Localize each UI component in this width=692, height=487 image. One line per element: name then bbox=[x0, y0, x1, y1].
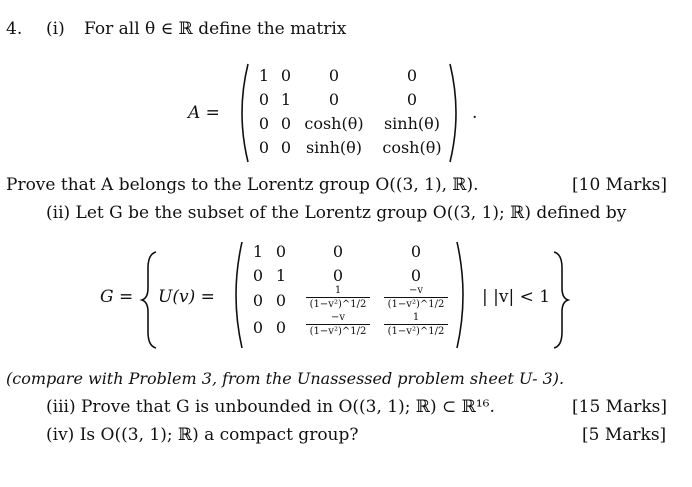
part4-text: (iv) Is O((3, 1); ℝ) a compact group? bbox=[46, 425, 359, 445]
matrix-u-cell: 0 bbox=[275, 242, 287, 261]
matrix-a-cell: 0 bbox=[280, 114, 292, 133]
matrix-a-cell: 1 bbox=[280, 90, 292, 109]
matrix-a-cell: 0 bbox=[280, 66, 292, 85]
matrix-a-cell: 0 bbox=[328, 90, 340, 109]
matrix-u-cell: 1 bbox=[252, 242, 264, 261]
matrix-a-trailing: . bbox=[472, 103, 478, 123]
matrix-u-cell: 0 bbox=[410, 242, 422, 261]
part2-text: (ii) Let G be the subset of the Lorentz group O((3, 1); ℝ) defined by bbox=[46, 203, 627, 223]
matrix-a-cell: cosh(θ) bbox=[382, 138, 442, 157]
compare-note: (compare with Problem 3, from the Unassessed problem sheet U- 3). bbox=[6, 369, 565, 388]
part3-marks: [15 Marks] bbox=[572, 397, 667, 417]
part4-marks: [5 Marks] bbox=[582, 425, 667, 445]
matrix-u-cell: 0 bbox=[252, 266, 264, 285]
u-r4c4: 1 (1−v²)^1/2 bbox=[384, 312, 448, 337]
matrix-u-cell: 0 bbox=[275, 291, 287, 310]
matrix-u-cell: 1 bbox=[275, 266, 287, 285]
matrix-a-cell: 0 bbox=[258, 90, 270, 109]
matrix-a-cell: 1 bbox=[258, 66, 270, 85]
u-r3c4: −v (1−v²)^1/2 bbox=[384, 285, 448, 310]
matrix-a-cell: sinh(θ) bbox=[305, 138, 363, 157]
matrix-u-cell: 0 bbox=[252, 318, 264, 337]
part1-marks: [10 Marks] bbox=[572, 175, 667, 195]
part3-text: (iii) Prove that G is unbounded in O((3, 1); ℝ) ⊂ ℝ¹⁶. bbox=[46, 397, 495, 417]
matrix-a-cell: 0 bbox=[406, 90, 418, 109]
part1-label: (i) bbox=[46, 19, 65, 39]
u-r3c3: 1 (1−v²)^1/2 bbox=[306, 285, 370, 310]
set-g-condition: | |v| < 1 bbox=[482, 287, 551, 307]
problem-number: 4. bbox=[6, 19, 23, 39]
matrix-u-cell: 0 bbox=[252, 291, 264, 310]
matrix-u-cell: 0 bbox=[275, 318, 287, 337]
matrix-u-cell: 0 bbox=[332, 266, 344, 285]
matrix-a-lhs: A = bbox=[188, 103, 220, 123]
matrix-u-right-paren bbox=[455, 240, 471, 350]
matrix-u-cell: 0 bbox=[410, 266, 422, 285]
matrix-u-cell: 0 bbox=[332, 242, 344, 261]
set-right-brace bbox=[552, 250, 570, 350]
matrix-a-cell: 0 bbox=[258, 138, 270, 157]
part1-intro: For all θ ∈ ℝ define the matrix bbox=[84, 19, 347, 39]
matrix-a-cell: 0 bbox=[280, 138, 292, 157]
matrix-a-cell: cosh(θ) bbox=[304, 114, 364, 133]
matrix-a-cell: 0 bbox=[406, 66, 418, 85]
set-g-lhs: G = bbox=[100, 287, 134, 307]
matrix-a-cell: sinh(θ) bbox=[383, 114, 441, 133]
part1-prove: Prove that A belongs to the Lorentz group O((3, 1), ℝ). bbox=[6, 175, 479, 195]
matrix-a-cell: 0 bbox=[328, 66, 340, 85]
set-g-element: U(v) = bbox=[158, 287, 215, 307]
u-r4c3: −v (1−v²)^1/2 bbox=[306, 312, 370, 337]
matrix-a-cell: 0 bbox=[258, 114, 270, 133]
set-left-brace bbox=[140, 250, 158, 350]
